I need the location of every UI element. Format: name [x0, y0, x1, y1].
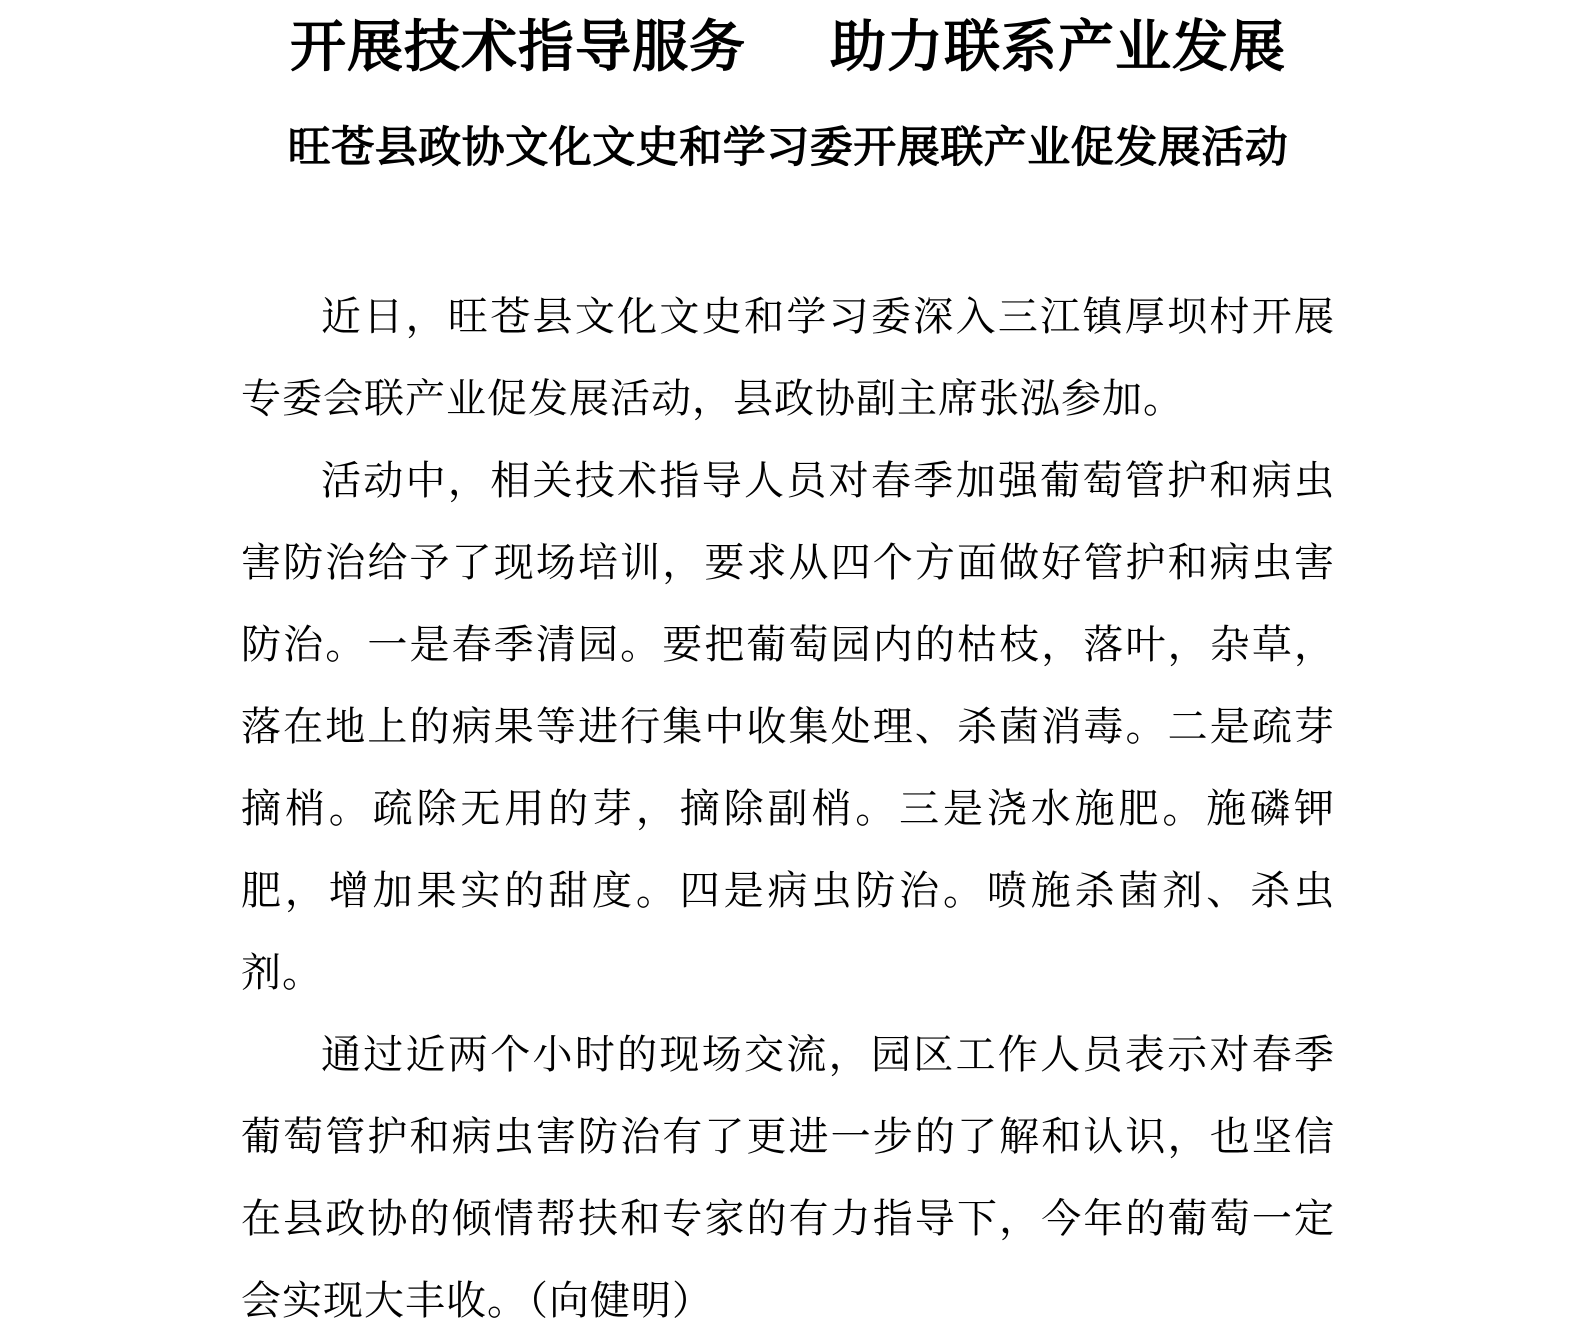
article-body	[241, 276, 1335, 1342]
headline-part-2: 助力联系产业发展	[830, 14, 1286, 80]
subheadline: 旺苍县政协文化文史和学习委开展联产业促发展活动	[287, 123, 1289, 173]
headline-part-1: 开展技术指导服务	[290, 14, 746, 80]
paragraph-2: 活动中，相关技术指导人员对春季加强葡萄管护和病虫害防治给予了现场培训，要求从四个方面做好管护和病虫害防治。一是春季清园。要把葡萄园内的枯枝，落叶，杂草，落在地上的病果等进行集中收集处理、杀菌消毒。二是疏芽摘梢。疏除无用的芽，摘除副梢。三是浇水施肥。施磷钾肥，增加果实的甜度。四是病虫防治。喷施杀菌剂、杀虫剂。	[241, 458, 1335, 996]
headline	[241, 12, 1335, 82]
paragraph-3: 通过近两个小时的现场交流，园区工作人员表示对春季葡萄管护和病虫害防治有了更进一步的了解和认识，也坚信在县政协的倾情帮扶和专家的有力指导下，今年的葡萄一定会实现大丰收。（向健明）	[241, 1032, 1335, 1324]
paragraph-1: 近日，旺苍县文化文史和学习委深入三江镇厚坝村开展专委会联产业促发展活动，县政协副主席张泓参加。	[241, 294, 1335, 422]
